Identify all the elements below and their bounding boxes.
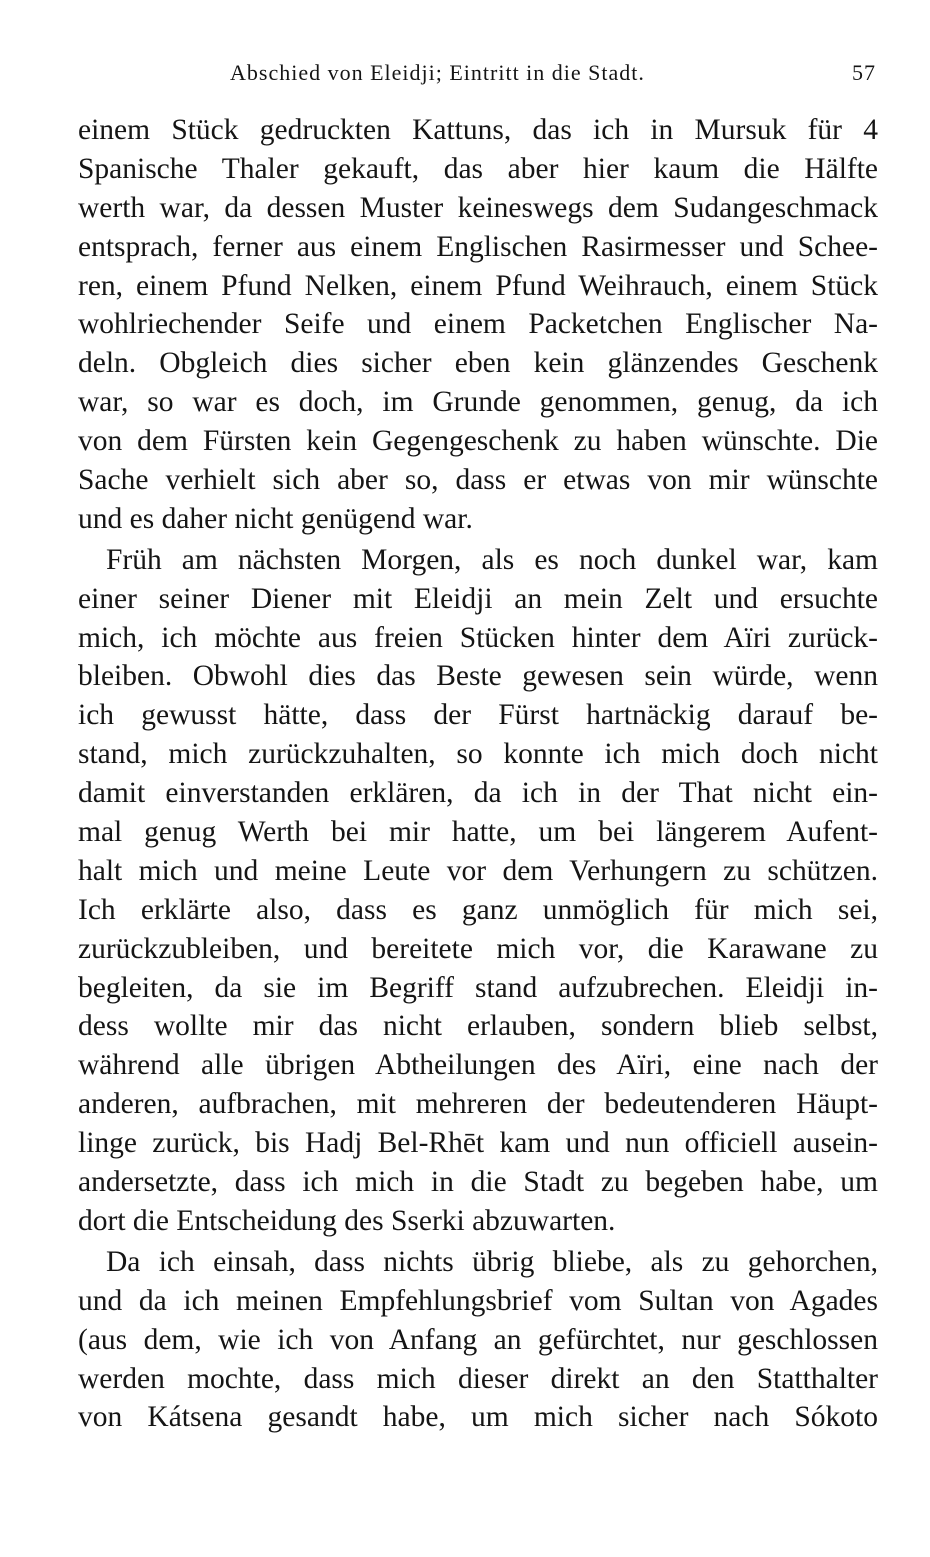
paragraph [78,541,878,1241]
text-line: und da ich meinen Empfehlungsbrief vom Sultan von Agades [78,1284,878,1317]
text-line: Früh am nächsten Morgen, als es noch dunkel war, kam [106,543,878,576]
text-line: (aus dem, wie ich von Anfang an gefürchtet, nur geschlossen [78,1323,878,1356]
text-line: Spanische Thaler gekauft, das aber hier kaum die Hälfte [78,152,878,185]
paragraph [78,1243,878,1437]
text-line: wohlriechender Seife und einem Packetchen Englischer Na- [78,308,878,341]
text-line: zurückzubleiben, und bereitete mich vor, die Karawane zu [78,932,878,965]
text-line: mich, ich möchte aus freien Stücken hinter dem Aïri zurück- [78,621,878,654]
text-line: damit einverstanden erklären, da ich in der That nicht ein- [78,777,878,810]
text-line: und es daher nicht genügend war. [78,502,473,535]
text-line: werden mochte, dass mich dieser direkt an den Statthalter [78,1362,878,1395]
text-line: halt mich und meine Leute vor dem Verhungern zu schützen. [78,854,878,887]
running-header [78,60,880,90]
text-line: war, so war es doch, im Grunde genommen, genug, da ich [78,386,878,419]
text-line: werth war, da dessen Muster keineswegs dem Sudangeschmack [78,191,878,224]
text-line: von Kátsena gesandt habe, um mich sicher nach Sókoto [78,1401,878,1434]
text-line: Ich erklärte also, dass es ganz unmöglich für mich sei, [78,893,878,926]
text-line: ich gewusst hätte, dass der Fürst hartnäckig darauf be- [78,699,878,732]
text-line: einer seiner Diener mit Eleidji an mein Zelt und ersuchte [78,582,878,615]
text-line: mal genug Werth bei mir hatte, um bei längerem Aufent- [78,816,878,849]
paragraph [78,111,878,539]
text-line: einem Stück gedruckten Kattuns, das ich in Mursuk für 4 [78,114,878,146]
text-line: linge zurück, bis Hadj Bel-Rhēt kam und nun officiell ausein- [78,1127,878,1160]
text-line: bleiben. Obwohl dies das Beste gewesen sein würde, wenn [78,660,878,693]
text-line: Sache verhielt sich aber so, dass er etwas von mir wünschte [78,464,878,497]
text-line: ren, einem Pfund Nelken, einem Pfund Weihrauch, einem Stück [78,269,878,302]
text-line: von dem Fürsten kein Gegengeschenk zu haben wünschte. Die [78,425,878,458]
text-line: während alle übrigen Abtheilungen des Aïri, eine nach der [78,1049,878,1082]
text-line: begleiten, da sie im Begriff stand aufzubrechen. Eleidji in- [78,971,878,1004]
body-text [78,111,878,1437]
text-line: deln. Obgleich dies sicher eben kein glänzendes Geschenk [78,347,878,380]
text-line: entsprach, ferner aus einem Englischen Rasirmesser und Schee- [78,230,878,263]
text-line: dort die Entscheidung des Sserki abzuwarten. [78,1204,616,1237]
page-number: 57 [852,60,876,85]
text-line: Da ich einsah, dass nichts übrig bliebe, als zu gehorchen, [106,1245,878,1278]
text-line: dess wollte mir das nicht erlauben, sondern blieb selbst, [78,1010,878,1043]
running-title: Abschied von Eleidji; Eintritt in die Stadt. [230,60,645,85]
text-line: andersetzte, dass ich mich in die Stadt zu begeben habe, um [78,1166,878,1199]
text-line: anderen, aufbrachen, mit mehreren der bedeutenderen Häupt- [78,1088,878,1121]
text-line: stand, mich zurückzuhalten, so konnte ich mich doch nicht [78,738,878,771]
